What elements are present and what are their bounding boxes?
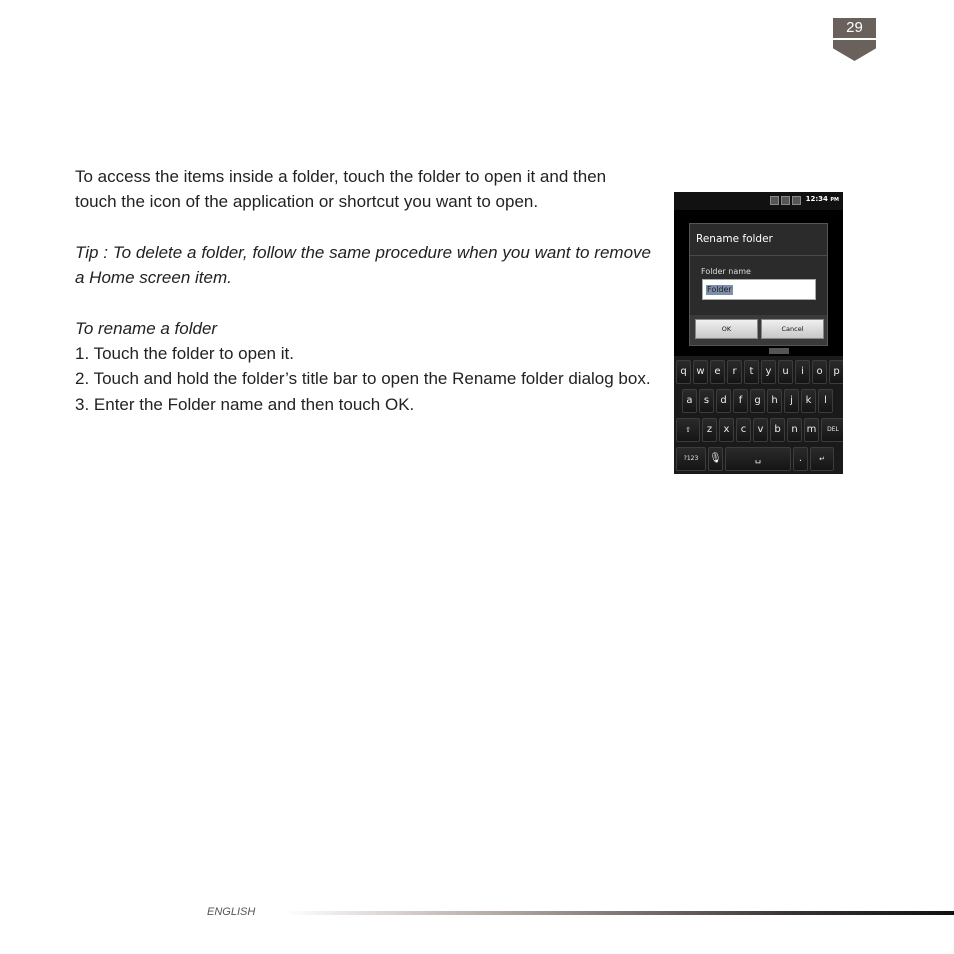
signal-icon bbox=[781, 196, 790, 205]
dialog-button-row bbox=[690, 315, 827, 345]
page-number-tab bbox=[833, 18, 876, 61]
step-2: 2. Touch and hold the folder’s title bar to open the Rename folder dialog box. bbox=[75, 369, 651, 389]
key-u[interactable]: u bbox=[778, 360, 793, 384]
ok-button[interactable]: OK bbox=[695, 319, 758, 339]
key-d[interactable]: d bbox=[716, 389, 731, 413]
soft-keyboard bbox=[674, 356, 843, 474]
enter-key[interactable] bbox=[810, 447, 834, 471]
key-s[interactable]: s bbox=[699, 389, 714, 413]
phone-screenshot bbox=[674, 192, 843, 474]
rename-folder-dialog bbox=[689, 223, 828, 346]
chevron-down-icon bbox=[833, 40, 876, 61]
period-key[interactable]: . bbox=[793, 447, 808, 471]
drag-handle bbox=[769, 348, 789, 354]
key-h[interactable]: h bbox=[767, 389, 782, 413]
key-p[interactable]: p bbox=[829, 360, 843, 384]
microphone-icon: 🎙 bbox=[709, 453, 722, 464]
folder-name-value: Folder bbox=[707, 285, 732, 294]
enter-icon: ↵ bbox=[819, 455, 825, 463]
key-w[interactable]: w bbox=[693, 360, 708, 384]
page-content bbox=[75, 164, 651, 417]
key-k[interactable]: k bbox=[801, 389, 816, 413]
step-1: 1. Touch the folder to open it. bbox=[75, 344, 294, 364]
footer-rule bbox=[285, 911, 954, 915]
step-3: 3. Enter the Folder name and then touch OK. bbox=[75, 394, 415, 414]
key-q[interactable]: q bbox=[676, 360, 691, 384]
space-key[interactable] bbox=[725, 447, 791, 471]
status-bar bbox=[674, 192, 843, 210]
key-x[interactable]: x bbox=[719, 418, 734, 442]
key-o[interactable]: o bbox=[812, 360, 827, 384]
key-v[interactable]: v bbox=[753, 418, 768, 442]
page-number: 29 bbox=[833, 18, 876, 38]
key-f[interactable]: f bbox=[733, 389, 748, 413]
key-i[interactable]: i bbox=[795, 360, 810, 384]
key-y[interactable]: y bbox=[761, 360, 776, 384]
shift-key[interactable] bbox=[676, 418, 700, 442]
rename-heading: To rename a folder bbox=[75, 318, 218, 338]
mic-key[interactable] bbox=[708, 447, 723, 471]
folder-name-input[interactable] bbox=[702, 279, 816, 300]
key-j[interactable]: j bbox=[784, 389, 799, 413]
key-c[interactable]: c bbox=[736, 418, 751, 442]
key-b[interactable]: b bbox=[770, 418, 785, 442]
space-icon: ␣ bbox=[754, 453, 762, 464]
shift-icon: ⇧ bbox=[685, 426, 691, 434]
key-n[interactable]: n bbox=[787, 418, 802, 442]
status-time: 12:34 PM bbox=[805, 195, 839, 203]
dialog-title: Rename folder bbox=[690, 224, 827, 256]
key-z[interactable]: z bbox=[702, 418, 717, 442]
cancel-button[interactable]: Cancel bbox=[761, 319, 824, 339]
key-r[interactable]: r bbox=[727, 360, 742, 384]
key-e[interactable]: e bbox=[710, 360, 725, 384]
folder-name-label: Folder name bbox=[701, 267, 751, 276]
intro-paragraph: To access the items inside a folder, touch the folder to open it and then touch the icon of the application or shortcut you want to open. bbox=[75, 167, 607, 212]
key-a[interactable]: a bbox=[682, 389, 697, 413]
footer-language: ENGLISH bbox=[207, 906, 256, 918]
key-l[interactable]: l bbox=[818, 389, 833, 413]
battery-icon bbox=[792, 196, 801, 205]
key-g[interactable]: g bbox=[750, 389, 765, 413]
sim-icon bbox=[770, 196, 779, 205]
tip-paragraph: Tip : To delete a folder, follow the same procedure when you want to remove a Home screen item. bbox=[75, 242, 651, 288]
delete-key[interactable]: DEL bbox=[821, 418, 843, 442]
key-m[interactable]: m bbox=[804, 418, 819, 442]
key-t[interactable]: t bbox=[744, 360, 759, 384]
symbols-key[interactable]: ?123 bbox=[676, 447, 706, 471]
